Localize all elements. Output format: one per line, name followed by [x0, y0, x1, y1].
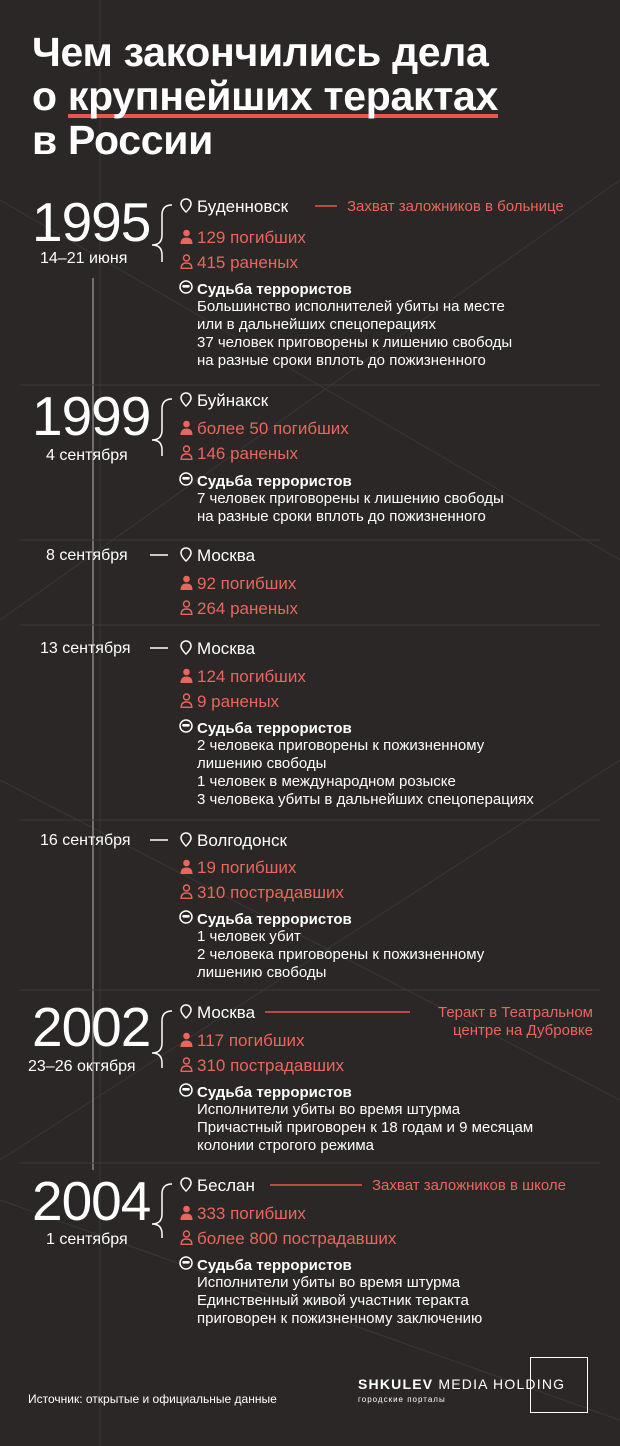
- fate-heading: Судьба террористов: [197, 473, 352, 490]
- fate-line: 2 человека приговорены к пожизненному: [197, 737, 485, 754]
- fate-line: Причастный приговорен к 18 годам и 9 месяцам: [197, 1119, 534, 1136]
- event-city: Волгодонск: [197, 831, 287, 850]
- killed-count: 19 погибших: [197, 858, 297, 877]
- fate-line: 3 человека убиты в дальнейших спецоперациях: [197, 791, 534, 808]
- event-note: центре на Дубровке: [452, 1022, 593, 1039]
- event-date: 16 сентября: [40, 832, 131, 849]
- fate-line: 1 человек убит: [197, 928, 301, 945]
- fate-line: на разные сроки вплоть до пожизненного: [197, 508, 486, 525]
- event-city: Москва: [197, 546, 256, 565]
- injured-person-icon: [180, 445, 193, 460]
- injured-count: более 800 пострадавших: [197, 1229, 397, 1248]
- injured-person-icon: [180, 1230, 193, 1245]
- injured-person-icon: [180, 1057, 193, 1072]
- location-pin-icon: [180, 640, 192, 655]
- logo-frame: [530, 1357, 588, 1413]
- injured-person-icon: [180, 600, 193, 615]
- killed-count: 333 погибших: [197, 1204, 306, 1223]
- mask-icon: [179, 910, 193, 924]
- fate-line: лишению свободы: [197, 964, 327, 981]
- injured-count: 310 пострадавших: [197, 1056, 344, 1075]
- mask-icon: [179, 1256, 193, 1270]
- fate-line: 2 человека приговорены к пожизненному: [197, 946, 485, 963]
- fate-line: Исполнители убиты во время штурма: [197, 1101, 461, 1118]
- fate-line: или в дальнейших спецоперациях: [197, 316, 437, 333]
- fate-line: лишению свободы: [197, 755, 327, 772]
- title-line-2-prefix: о: [32, 73, 68, 119]
- mask-icon: [179, 1083, 193, 1097]
- fate-line: приговорен к пожизненному заключению: [197, 1310, 483, 1327]
- killed-count: 92 погибших: [197, 574, 297, 593]
- killed-person-icon: [180, 1032, 193, 1047]
- event-city: Москва: [197, 639, 256, 658]
- fate-line: 37 человек приговорены к лишению свободы: [197, 334, 513, 351]
- year-2004: 2004: [32, 1170, 151, 1232]
- location-pin-icon: [180, 1177, 192, 1192]
- mask-icon: [179, 719, 193, 733]
- fate-heading: Судьба террористов: [197, 281, 352, 298]
- killed-person-icon: [180, 668, 193, 683]
- location-pin-icon: [180, 392, 192, 407]
- killed-person-icon: [180, 859, 193, 874]
- source-note: Источник: открытые и официальные данные: [28, 1392, 277, 1406]
- fate-line: на разные сроки вплоть до пожизненного: [197, 352, 486, 369]
- fate-line: колонии строгого режима: [197, 1137, 374, 1154]
- event-note: Захват заложников в больнице: [347, 198, 564, 215]
- event-city: Буйнакск: [197, 391, 269, 410]
- event-note: Захват заложников в школе: [372, 1177, 566, 1194]
- logo-bold: SHKULEV: [358, 1376, 434, 1392]
- event-city: Беслан: [197, 1176, 255, 1195]
- location-pin-icon: [180, 547, 192, 562]
- page-title: [32, 30, 592, 162]
- location-pin-icon: [180, 832, 192, 847]
- mask-icon: [179, 472, 193, 486]
- injured-count: 310 пострадавших: [197, 883, 344, 902]
- killed-person-icon: [180, 420, 193, 435]
- killed-person-icon: [180, 575, 193, 590]
- killed-person-icon: [180, 1205, 193, 1220]
- event-date: 23–26 октября: [28, 1058, 136, 1075]
- year-1999: 1999: [32, 385, 151, 447]
- injured-person-icon: [180, 254, 193, 269]
- killed-count: более 50 погибших: [197, 419, 349, 438]
- event-note: Теракт в Театральном: [438, 1004, 593, 1021]
- fate-heading: Судьба террористов: [197, 911, 352, 928]
- event-date: 4 сентября: [46, 447, 128, 464]
- event-city: Буденновск: [197, 197, 289, 216]
- event-date: 13 сентября: [40, 640, 131, 657]
- killed-person-icon: [180, 229, 193, 244]
- mask-icon: [179, 280, 193, 294]
- logo-thin: MEDIA HOLDING: [433, 1376, 566, 1392]
- injured-count: 415 раненых: [197, 253, 298, 272]
- bracket-1999: [152, 399, 172, 456]
- fate-heading: Судьба террористов: [197, 720, 352, 737]
- fate-line: 7 человек приговорены к лишению свободы: [197, 490, 504, 507]
- event-city: Москва: [197, 1003, 256, 1022]
- injured-count: 264 раненых: [197, 599, 298, 618]
- title-line-3: в России: [32, 117, 214, 163]
- event-date: 8 сентября: [46, 547, 128, 564]
- killed-count: 124 погибших: [197, 667, 306, 686]
- fate-line: Большинство исполнителей убиты на месте: [197, 298, 505, 315]
- location-pin-icon: [180, 1004, 192, 1019]
- injured-count: 146 раненых: [197, 444, 298, 463]
- bracket-1995: [152, 205, 172, 262]
- year-1995: 1995: [32, 191, 151, 253]
- year-2002: 2002: [32, 996, 151, 1058]
- event-date: 1 сентября: [46, 1231, 128, 1248]
- logo-subtitle: городские порталы: [358, 1395, 446, 1404]
- killed-count: 117 погибших: [197, 1031, 305, 1050]
- title-line-1: Чем закончились дела: [32, 29, 489, 75]
- killed-count: 129 погибших: [197, 228, 306, 247]
- injured-person-icon: [180, 884, 193, 899]
- title-highlight: крупнейших терактах: [67, 73, 499, 119]
- fate-heading: Судьба террористов: [197, 1257, 352, 1274]
- fate-line: 1 человек в международном розыске: [197, 773, 456, 790]
- fate-line: Исполнители убиты во время штурма: [197, 1274, 461, 1291]
- bracket-2004: [152, 1184, 172, 1238]
- location-pin-icon: [180, 198, 192, 213]
- event-date: 14–21 июня: [40, 250, 128, 267]
- injured-person-icon: [180, 693, 193, 708]
- fate-line: Единственный живой участник теракта: [197, 1292, 469, 1309]
- injured-count: 9 раненых: [197, 692, 280, 711]
- fate-heading: Судьба террористов: [197, 1084, 352, 1101]
